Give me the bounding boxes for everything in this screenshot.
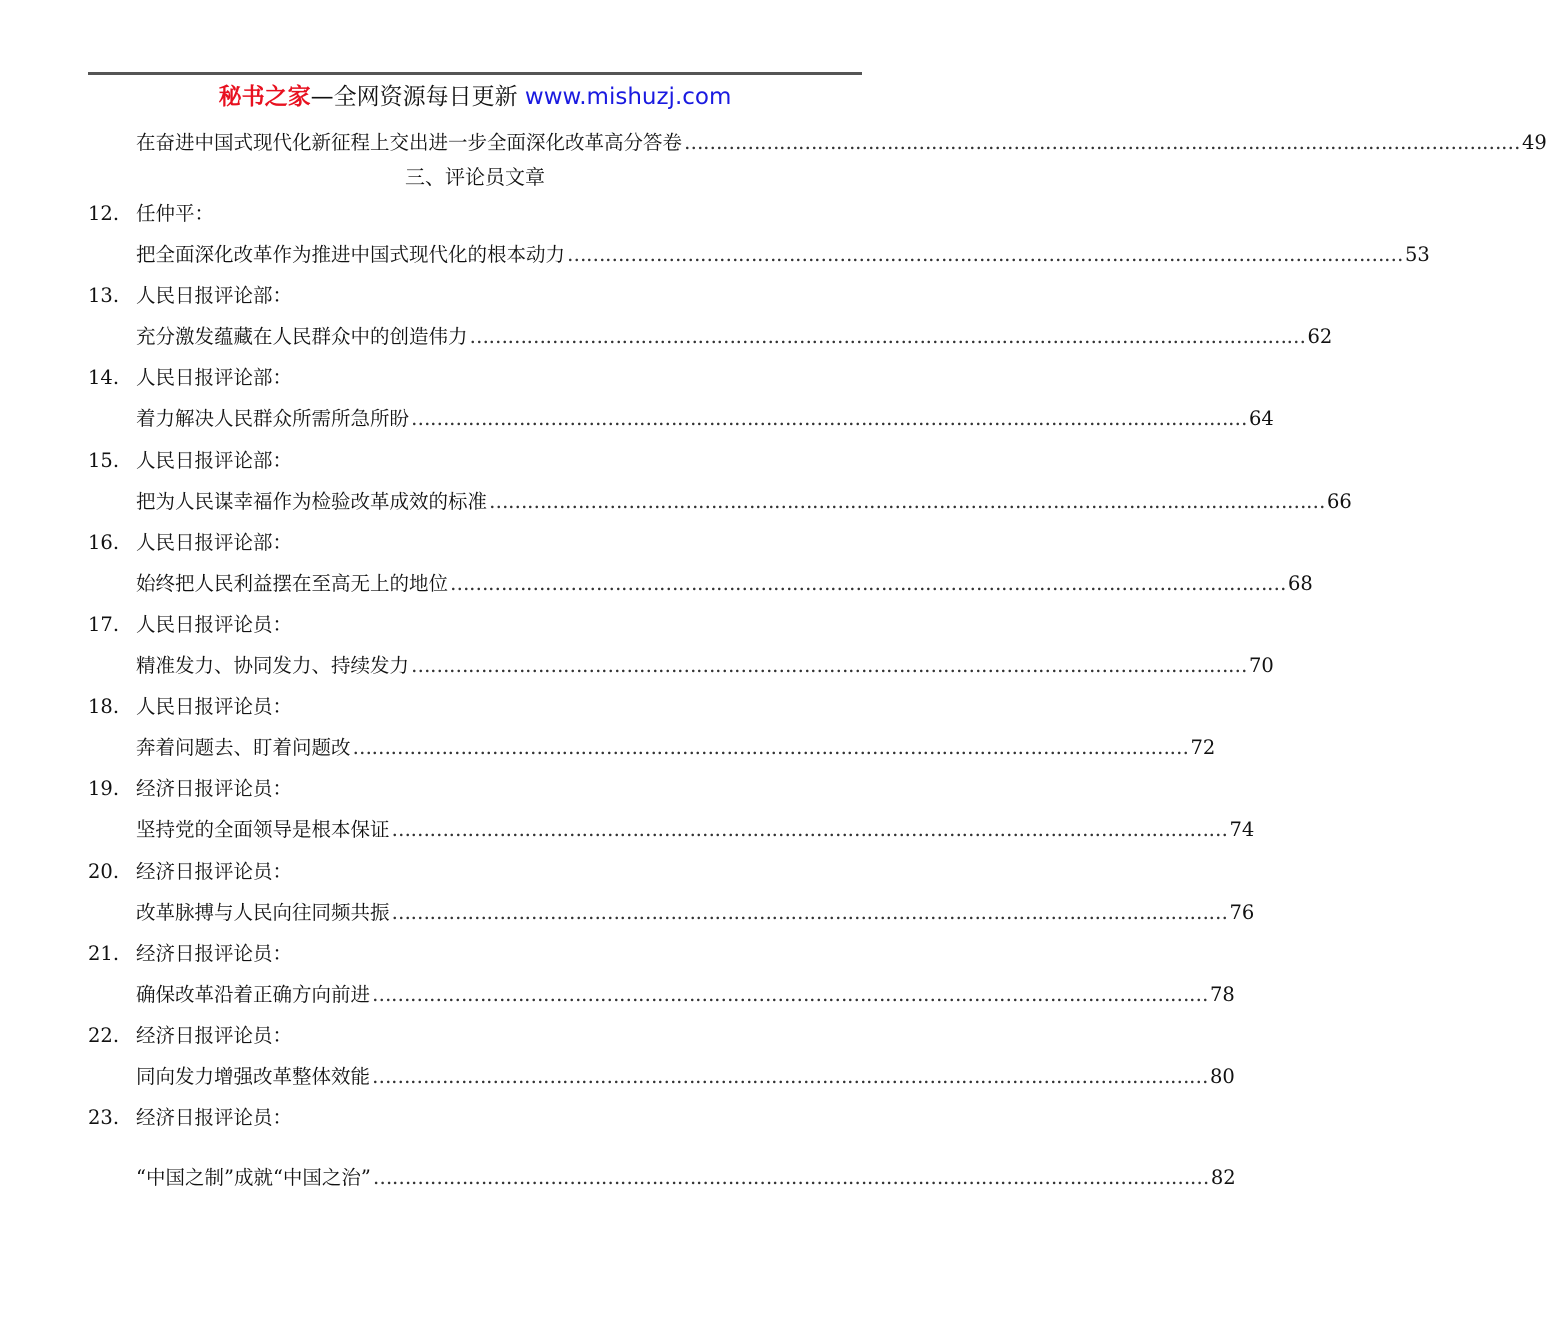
toc-page-number: 72	[1190, 736, 1216, 759]
toc-page-number: 53	[1405, 243, 1430, 266]
toc-page-number: 68	[1288, 572, 1313, 595]
toc-leader-dots: ……………………………………………………………………………………………………………………	[352, 736, 1189, 759]
section-title: 三、评论员文章	[405, 165, 545, 189]
toc-entry-title: 把全面深化改革作为推进中国式现代化的根本动力	[136, 243, 566, 266]
toc-entry-title: “中国之制”成就“中国之治”	[136, 1166, 371, 1189]
toc-author-line	[88, 1021, 862, 1051]
toc-entry[interactable]	[88, 240, 1430, 270]
toc-item-number: 21.	[88, 942, 120, 965]
toc-entry[interactable]	[88, 322, 1333, 352]
toc-entry-title: 充分激发蕴藏在人民群众中的创造伟力	[136, 325, 468, 348]
toc-author-line	[88, 446, 862, 476]
toc-author: 任仲平：	[136, 202, 215, 225]
toc-author: 人民日报评论部：	[136, 284, 293, 307]
toc-page-number: 64	[1249, 407, 1274, 430]
toc-item-number: 20.	[88, 860, 120, 883]
toc-author: 人民日报评论部：	[136, 531, 293, 554]
toc-leader-dots: ……………………………………………………………………………………………………………………	[567, 243, 1404, 266]
toc-page-number: 76	[1229, 901, 1255, 924]
toc-author: 经济日报评论员：	[136, 860, 293, 883]
toc-item-number: 12.	[88, 202, 120, 225]
toc-author-line	[88, 939, 862, 969]
toc-author-line	[88, 281, 862, 311]
toc-leader-dots: ……………………………………………………………………………………………………………………	[450, 572, 1287, 595]
toc-leader-dots: ……………………………………………………………………………………………………………………	[489, 490, 1326, 513]
toc-leader-dots: ……………………………………………………………………………………………………………………	[411, 654, 1248, 677]
toc-entry[interactable]	[88, 1062, 1235, 1092]
toc-leader-dots: ……………………………………………………………………………………………………………………	[391, 818, 1228, 841]
toc-page-number: 70	[1249, 654, 1274, 677]
toc-author-line	[88, 528, 862, 558]
site-banner	[0, 81, 950, 113]
toc-entry[interactable]	[88, 815, 1255, 845]
toc-leader-dots: ……………………………………………………………………………………………………………………	[372, 1166, 1209, 1189]
toc-entry-title: 坚持党的全面领导是根本保证	[136, 818, 390, 841]
toc-entry-title: 确保改革沿着正确方向前进	[136, 983, 371, 1006]
toc-page-number: 78	[1210, 983, 1235, 1006]
toc-item-number: 13.	[88, 284, 120, 307]
toc-entry-title: 奔着问题去、盯着问题改	[136, 736, 351, 759]
toc-page-number: 80	[1210, 1065, 1235, 1088]
toc-author: 经济日报评论员：	[136, 1024, 293, 1047]
brand-tagline: —全网资源每日更新	[310, 84, 525, 110]
toc-entry-title: 精准发力、协同发力、持续发力	[136, 654, 410, 677]
toc-entry-title: 改革脉搏与人民向往同频共振	[136, 901, 390, 924]
toc-entry[interactable]	[88, 651, 1274, 681]
toc-page-number: 62	[1307, 325, 1333, 348]
toc-author-line	[88, 199, 862, 229]
toc-author: 人民日报评论部：	[136, 366, 293, 389]
toc-author-line	[88, 363, 862, 393]
toc-leader-dots: ……………………………………………………………………………………………………………………	[684, 131, 1521, 154]
toc-page-number: 74	[1229, 818, 1255, 841]
toc-entry-title: 在奋进中国式现代化新征程上交出进一步全面深化改革高分答卷	[136, 131, 683, 154]
toc-item-number: 15.	[88, 449, 120, 472]
toc-entry[interactable]	[88, 898, 1255, 928]
toc-leader-dots: ……………………………………………………………………………………………………………………	[372, 983, 1209, 1006]
toc-item-number: 23.	[88, 1106, 120, 1129]
toc-item-number: 17.	[88, 613, 120, 636]
toc-author-line	[88, 774, 862, 804]
toc-page-number: 49	[1522, 131, 1547, 154]
toc-entry-title: 着力解决人民群众所需所急所盼	[136, 407, 410, 430]
toc-page-number: 82	[1210, 1166, 1236, 1189]
toc-entry[interactable]	[88, 404, 1274, 434]
toc-entry-title: 始终把人民利益摆在至高无上的地位	[136, 572, 449, 595]
toc-item-number: 19.	[88, 777, 120, 800]
toc-author: 人民日报评论部：	[136, 449, 293, 472]
toc-entry[interactable]	[88, 487, 1352, 517]
header-rule	[88, 72, 862, 75]
toc-entry[interactable]	[88, 733, 1216, 763]
toc-page-number: 66	[1327, 490, 1352, 513]
toc-entry-title: 同向发力增强改革整体效能	[136, 1065, 371, 1088]
toc-entry-carry-over[interactable]	[88, 128, 1547, 158]
toc-entry[interactable]	[88, 569, 1313, 599]
toc-author-line	[88, 610, 862, 640]
toc-entry[interactable]	[88, 1163, 1236, 1193]
toc-leader-dots: ……………………………………………………………………………………………………………………	[372, 1065, 1209, 1088]
toc-author: 人民日报评论员：	[136, 695, 293, 718]
toc-author-line	[88, 857, 862, 887]
toc-leader-dots: ……………………………………………………………………………………………………………………	[469, 325, 1306, 348]
toc-leader-dots: ……………………………………………………………………………………………………………………	[391, 901, 1228, 924]
brand-name: 秘书之家	[218, 84, 311, 110]
toc-author: 经济日报评论员：	[136, 777, 293, 800]
toc-author-line	[88, 692, 862, 722]
toc-item-number: 14.	[88, 366, 120, 389]
toc-author: 经济日报评论员：	[136, 942, 293, 965]
toc-item-number: 22.	[88, 1024, 120, 1047]
toc-entry-title: 把为人民谋幸福作为检验改革成效的标准	[136, 490, 488, 513]
toc-entry[interactable]	[88, 980, 1235, 1010]
toc-author: 人民日报评论员：	[136, 613, 293, 636]
toc-author-line	[88, 1103, 862, 1133]
toc-item-number: 16.	[88, 531, 120, 554]
site-url-link[interactable]: www.mishuzj.com	[524, 84, 732, 110]
toc-item-number: 18.	[88, 695, 120, 718]
toc-leader-dots: ……………………………………………………………………………………………………………………	[411, 407, 1248, 430]
toc-author: 经济日报评论员：	[136, 1106, 293, 1129]
